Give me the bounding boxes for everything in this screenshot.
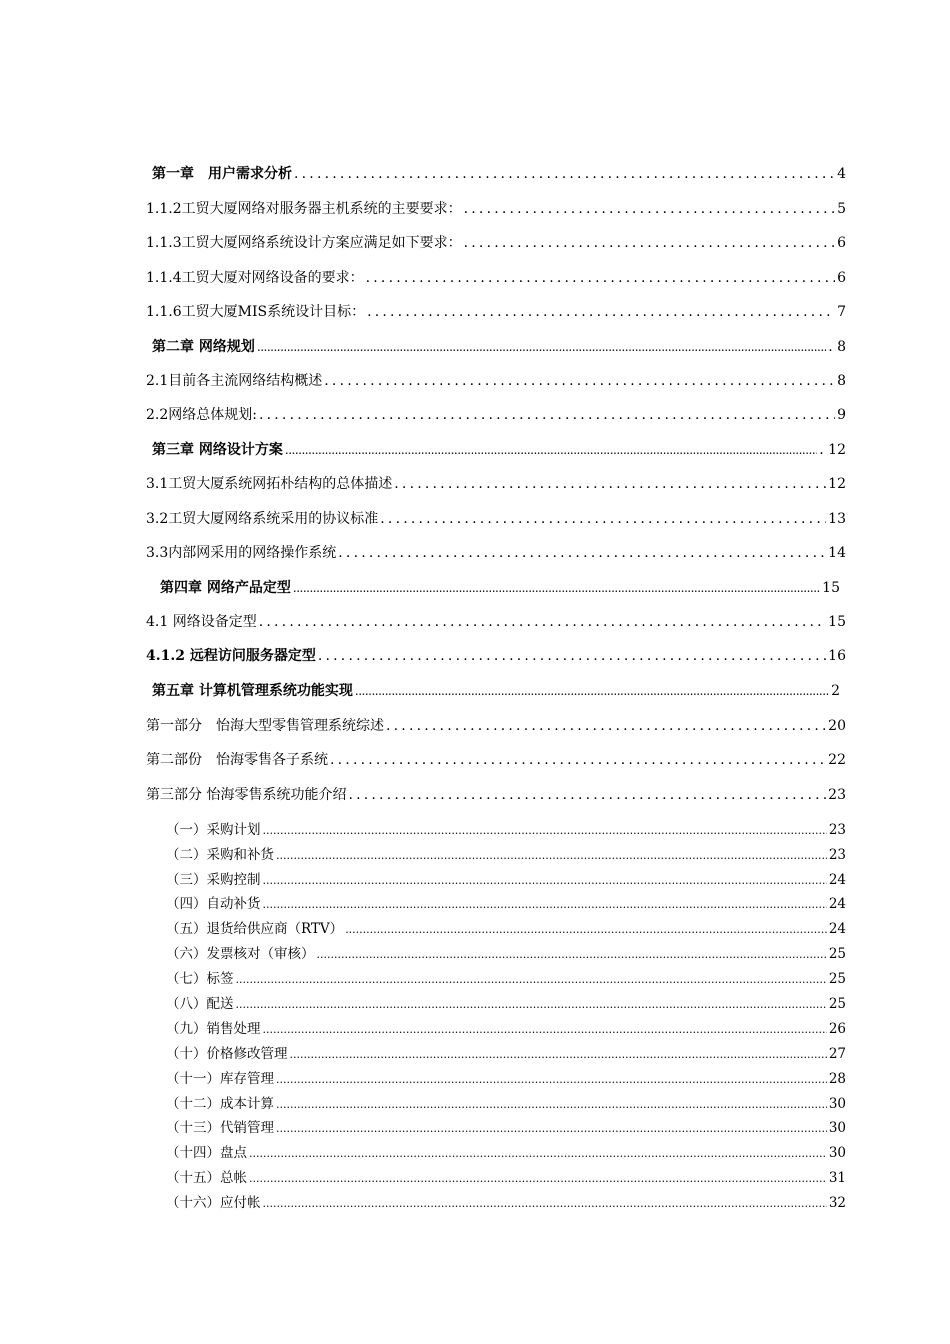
toc-leader [249,1147,827,1160]
toc-sub-entry-16[interactable] [166,1191,846,1211]
toc-page-number: 4 [837,166,846,182]
toc-entry-chapter-3[interactable] [152,439,846,459]
toc-page-number: 24 [828,921,846,937]
toc-page-number: 15 [828,614,846,630]
toc-sub-label: 销售处理 [206,1021,261,1037]
toc-entry-label: 第二部份 怡海零售各子系统 [146,752,328,768]
toc-entry-3-3[interactable] [146,542,846,562]
toc-leader [263,1023,827,1036]
toc-sub-entry-13[interactable] [166,1116,846,1136]
toc-sub-entry-5[interactable] [166,917,846,937]
toc-sub-entry-7[interactable] [166,967,846,987]
toc-leader [276,1098,827,1111]
toc-sub-label: 采购计划 [206,822,261,838]
toc-leader [464,201,835,217]
toc-sub-entry-11[interactable] [166,1067,846,1087]
toc-leader [293,581,820,595]
toc-entry-part-1[interactable] [146,715,846,735]
toc-page-number: 30 [828,1120,846,1136]
toc-leader [276,1073,827,1086]
toc-leader [294,166,835,182]
toc-leader [348,787,826,803]
toc-sub-number: （一） [166,822,207,838]
toc-page-number: 23 [828,847,846,863]
toc-sub-label: 发票核对（审核） [206,946,315,962]
toc-entry-1-1-3[interactable] [146,232,846,252]
toc-leader [366,270,835,286]
toc-sub-entry-14[interactable] [166,1141,846,1161]
toc-entry-chapter-4[interactable] [160,577,840,597]
toc-sub-entry-15[interactable] [166,1166,846,1186]
toc-entry-label: 第二章 网络规划 [152,339,255,355]
toc-page-number: 7 [837,304,846,320]
toc-page-number: 24 [828,872,846,888]
toc-sub-number: （十五） [166,1170,220,1186]
toc-page-number: 30 [828,1145,846,1161]
toc-leader [236,998,827,1011]
toc-sub-number: （十一） [166,1071,220,1087]
toc-sub-entry-12[interactable] [166,1092,846,1112]
toc-sub-entry-6[interactable] [166,942,846,962]
toc-sub-entry-9[interactable] [166,1017,846,1037]
toc-sub-number: （四） [166,896,207,912]
toc-sub-entry-1[interactable] [166,818,846,838]
toc-entry-chapter-2[interactable] [152,336,846,356]
toc-sub-number: （三） [166,872,207,888]
toc-sub-label: 退货给供应商（RTV） [206,921,344,937]
toc-leader [380,511,826,527]
toc-sub-number: （七） [166,971,207,987]
toc-sub-number: （二） [166,847,207,863]
toc-page-number: 32 [828,1195,846,1211]
toc-entry-label: 2.1目前各主流网络结构概述 [146,373,323,389]
toc-entry-label: 第一章 用户需求分析 [152,166,292,182]
toc-sub-number: （十四） [166,1145,220,1161]
toc-entry-4-1[interactable] [146,611,846,631]
toc-leader [324,373,835,389]
toc-entry-label: 第四章 网络产品定型 [160,580,291,596]
toc-page-number: 27 [828,1046,846,1062]
toc-leader [386,718,826,734]
toc-entry-label: 4.1 网络设备定型 [146,614,257,630]
toc-sub-number: （十） [166,1046,207,1062]
toc-leader [249,1172,827,1185]
toc-page-number: 15 [822,580,840,596]
toc-page-number: 6 [837,235,846,251]
toc-entry-1-1-2[interactable] [146,198,846,218]
toc-leader [236,973,827,986]
toc-sub-label: 代销管理 [220,1120,274,1136]
toc-leader [317,948,827,961]
toc-page-number: 16 [828,648,846,664]
toc-sub-number: （十六） [166,1195,220,1211]
toc-entry-label: 3.3内部网采用的网络操作系统 [146,545,337,561]
toc-sub-label: 成本计算 [220,1096,274,1112]
toc-page-number: 23 [828,822,846,838]
toc-leader [257,340,826,354]
toc-entry-label: 第三章 网络设计方案 [152,442,283,458]
toc-entry-label: 3.1工贸大厦系统网拓朴结构的总体描述 [146,476,393,492]
toc-sub-number: （十三） [166,1120,220,1136]
toc-leader [276,1122,827,1135]
toc-page-number: 24 [828,896,846,912]
toc-entry-label: 1.1.4工贸大厦对网络设备的要求： [146,270,364,286]
toc-sub-label: 采购控制 [206,872,261,888]
toc-sub-entry-8[interactable] [166,992,846,1012]
toc-entry-chapter-5[interactable] [152,680,840,700]
toc-entry-1-1-6[interactable] [146,301,846,321]
toc-page-number: 5 [837,201,846,217]
toc-sub-label: 配送 [206,996,234,1012]
toc-page-number: 20 [828,718,846,734]
toc-leader [263,898,827,911]
toc-page-number: 22 [828,752,846,768]
toc-page-number: 14 [828,545,846,561]
toc-leader [330,752,826,768]
toc-sub-number: （十二） [166,1096,220,1112]
toc-sub-label: 采购和补货 [206,847,274,863]
toc-page-number: 23 [828,787,846,803]
toc-leader [259,614,826,630]
toc-entry-3-2[interactable] [146,508,846,528]
toc-leader [367,304,835,320]
toc-entry-label: 3.2工贸大厦网络系统采用的协议标准 [146,511,379,527]
toc-leader [394,476,826,492]
toc-sub-number: （六） [166,946,207,962]
toc-entry-label: 2.2网络总体规划: [146,407,257,423]
toc-sub-entry-10[interactable] [166,1042,846,1062]
toc-entry-label: 1.1.3工贸大厦网络系统设计方案应满足如下要求： [146,235,462,251]
toc-entry-part-2[interactable] [146,749,846,769]
toc-sub-number: （八） [166,996,207,1012]
toc-entry-label: 4.1.2 远程访问服务器定型 [146,648,316,664]
toc-sub-number: （九） [166,1021,207,1037]
toc-page-number: 25 [828,971,846,987]
toc-entry-chapter-1[interactable] [152,163,846,183]
toc-page-number: 25 [828,996,846,1012]
toc-page-number: 12 [828,476,846,492]
toc-leader [259,407,835,423]
toc-entry-label: 第一部分 怡海大型零售管理系统综述 [146,718,384,734]
toc-leader [263,874,827,887]
toc-sub-label: 应付帐 [220,1195,261,1211]
toc-leader [355,684,829,698]
toc-entry-4-1-2[interactable] [146,645,846,665]
toc-leader [276,849,827,862]
toc-page-number: 6 [837,270,846,286]
toc-sub-number: （五） [166,921,207,937]
toc-entry-3-1[interactable] [146,473,846,493]
toc-sub-entry-3[interactable] [166,868,846,888]
toc-entry-2-2[interactable] [146,404,846,424]
toc-entry-label: 1.1.6工贸大厦MIS系统设计目标： [146,304,366,320]
toc-leader [263,824,827,837]
toc-sub-label: 库存管理 [220,1071,274,1087]
toc-page-number: 26 [828,1021,846,1037]
toc-page-number: 31 [828,1170,846,1186]
toc-sub-label: 标签 [206,971,234,987]
toc-sub-label: 总帐 [220,1170,247,1186]
toc-entry-label: 第五章 计算机管理系统功能实现 [152,683,353,699]
toc-entry-1-1-4[interactable] [146,267,846,287]
toc-sub-label: 盘点 [220,1145,247,1161]
toc-entry-label: 1.1.2工贸大厦网络对服务器主机系统的主要要求： [146,201,462,217]
toc-page-number: 9 [837,407,846,423]
toc-entry-2-1[interactable] [146,370,846,390]
toc-leader [464,235,835,251]
toc-leader [285,443,817,457]
toc-leader [318,648,826,664]
toc-page-number: 28 [828,1071,846,1087]
toc-page-number: 8 [837,373,846,389]
toc-page-number: 30 [828,1096,846,1112]
toc-sub-label: 价格修改管理 [206,1046,288,1062]
toc-page-number: . 8 [828,339,846,355]
toc-leader [263,1197,827,1210]
toc-sub-entry-4[interactable] [166,892,846,912]
toc-leader [345,923,827,936]
toc-sub-entry-2[interactable] [166,843,846,863]
toc-leader [338,545,826,561]
toc-leader [290,1048,827,1061]
toc-page-number: 25 [828,946,846,962]
toc-entry-label: 第三部分 怡海零售系统功能介绍 [146,787,347,803]
toc-page-number: 13 [828,511,846,527]
toc-entry-part-3[interactable] [146,784,846,804]
toc-page-number: . 12 [819,442,846,458]
toc-page-number: 2 [831,683,840,699]
toc-sub-label: 自动补货 [206,896,261,912]
